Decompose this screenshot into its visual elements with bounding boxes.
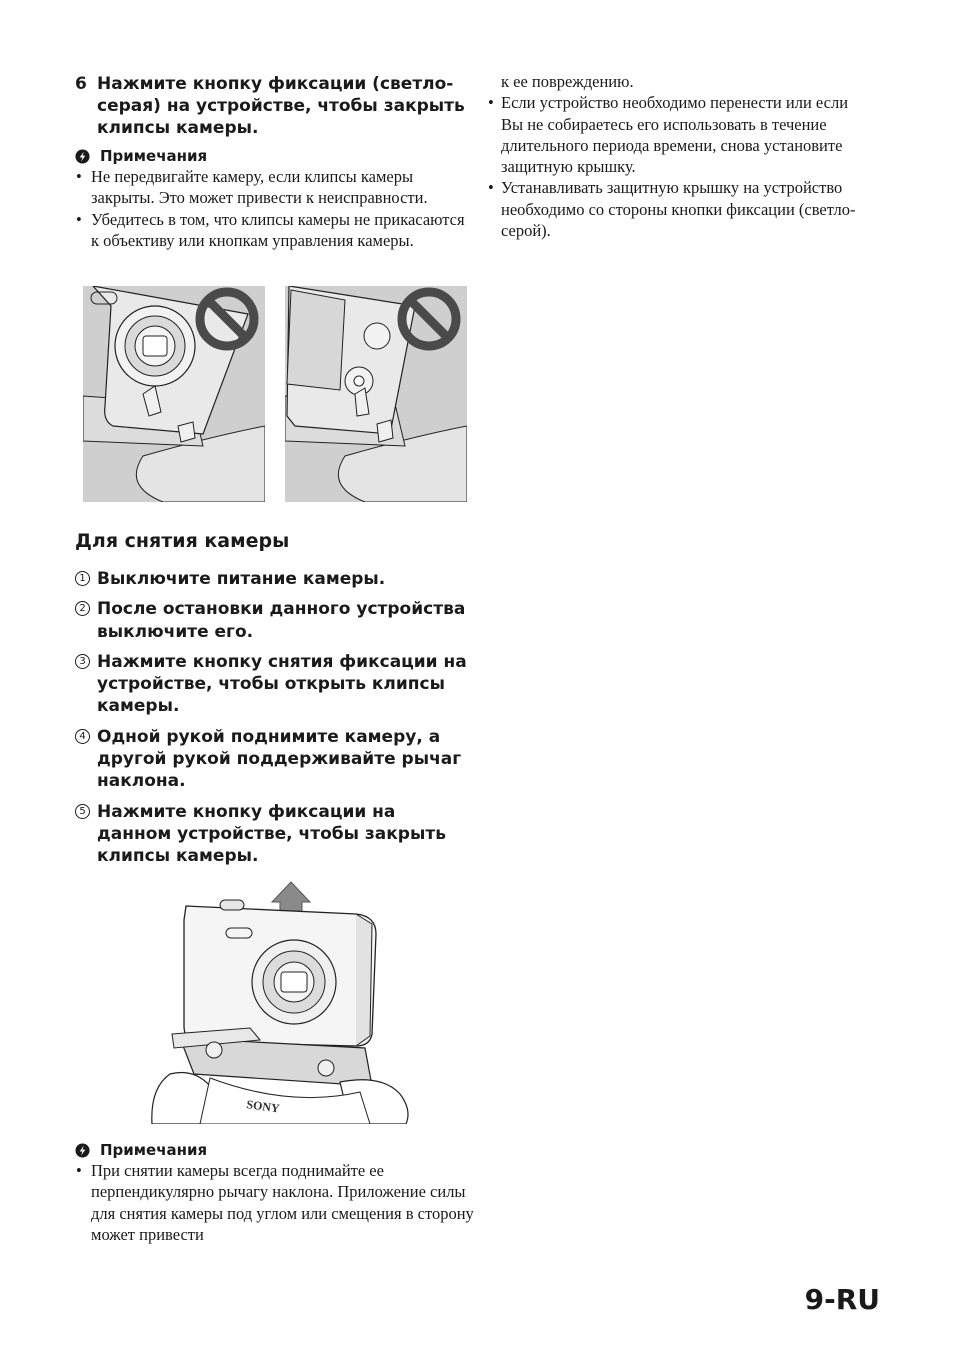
notes-continued bbox=[487, 71, 867, 241]
illustration-camera-back-prohibited bbox=[285, 286, 467, 502]
list-item: • При снятии камеры всегда поднимайте ее перпендикулярно рычагу наклона. Приложение силы для снятия камеры под углом или смещения в сторону может привести bbox=[75, 1160, 475, 1245]
list-item: • Если устройство необходимо перенести или если Вы не собираетесь его использовать в течение длительного периода времени, снова установите защитную крышку. bbox=[487, 92, 867, 177]
list-item: • Убедитесь в том, что клипсы камеры не прикасаются к объективу или кнопкам управления камеры. bbox=[75, 209, 475, 252]
list-item: 3 Нажмите кнопку снятия фиксации на устройстве, чтобы открыть клипсы камеры. bbox=[75, 651, 475, 718]
list-item: • Не передвигайте камеру, если клипсы камеры закрыты. Это может привести к неисправности. bbox=[75, 166, 475, 209]
step-number: 6 bbox=[75, 74, 87, 94]
notes-heading: Примечания bbox=[75, 1140, 475, 1160]
step-marker: 5 bbox=[75, 804, 90, 819]
caution-icon bbox=[75, 149, 90, 164]
caution-icon bbox=[75, 1143, 90, 1158]
notes-list bbox=[75, 166, 475, 251]
illustration-camera-front-prohibited bbox=[83, 286, 265, 502]
notes-list bbox=[75, 1160, 475, 1245]
list-item: • Устанавливать защитную крышку на устройство необходимо со стороны кнопки фиксации (светло-серой). bbox=[487, 177, 867, 241]
step-marker: 4 bbox=[75, 729, 90, 744]
notes-block bbox=[75, 146, 475, 251]
list-item: 4 Одной рукой поднимите камеру, а другой рукой поддерживайте рычаг наклона. bbox=[75, 726, 475, 793]
list-item: 1 Выключите питание камеры. bbox=[75, 568, 475, 590]
step-marker: 1 bbox=[75, 571, 90, 586]
list-item-continued: к ее повреждению. bbox=[501, 72, 634, 91]
step-marker: 2 bbox=[75, 601, 90, 616]
section-title: Для снятия камеры bbox=[75, 530, 290, 552]
step-instruction: Нажмите кнопку фиксации (светло-серая) на устройстве, чтобы закрыть клипсы камеры. bbox=[97, 74, 465, 138]
notes-block bbox=[75, 1140, 475, 1245]
notes-heading: Примечания bbox=[75, 146, 475, 166]
brand-logo: SONY bbox=[245, 1097, 281, 1116]
notes-list bbox=[487, 92, 867, 241]
list-item: 2 После остановки данного устройства выключите его. bbox=[75, 598, 475, 643]
list-item: 5 Нажмите кнопку фиксации на данном устройстве, чтобы закрыть клипсы камеры. bbox=[75, 801, 475, 868]
illustration-camera-removal bbox=[150, 878, 412, 1124]
page-number: 9-RU bbox=[804, 1283, 880, 1316]
step-marker: 3 bbox=[75, 654, 90, 669]
removal-steps-list bbox=[75, 568, 475, 876]
